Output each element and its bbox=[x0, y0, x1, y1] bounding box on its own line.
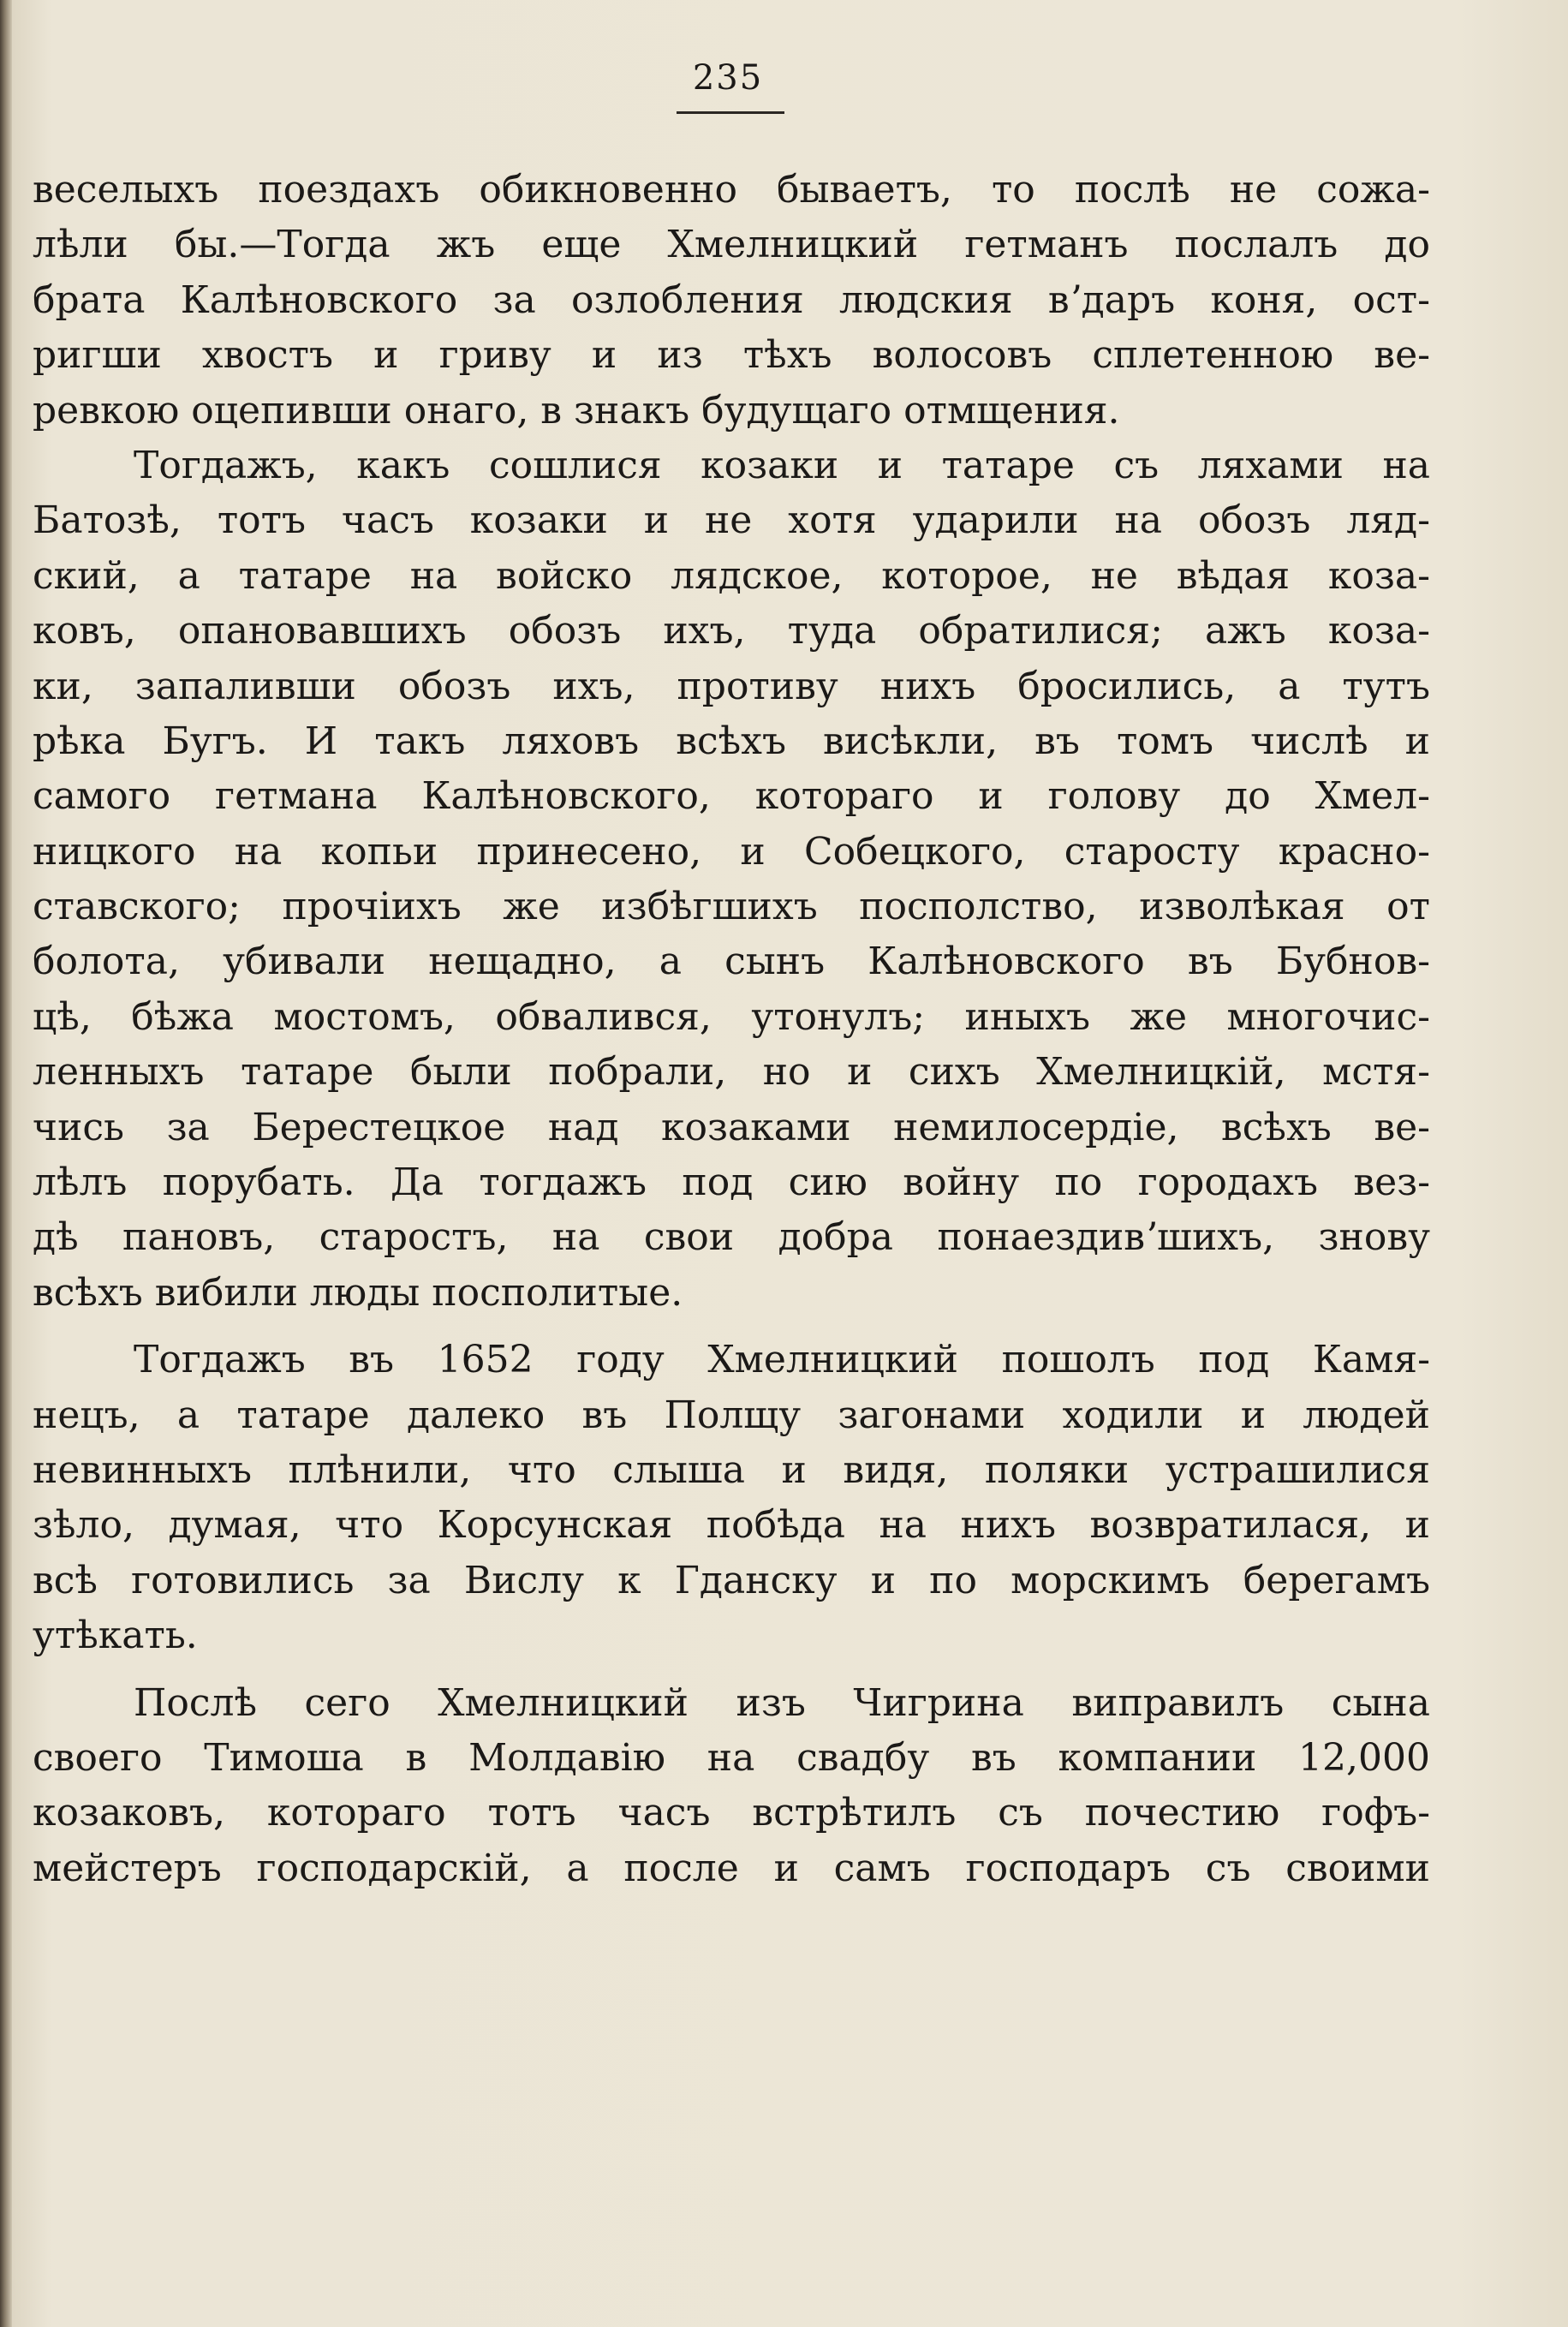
text-line: брата Калѣновского за озлобления людския вʼдаръ коня, ост- bbox=[33, 277, 1430, 322]
page-number: 235 bbox=[692, 58, 764, 98]
text-line: дѣ пановъ, старостъ, на свои добра понаездивʼшихъ, знову bbox=[33, 1215, 1430, 1260]
text-line: ригши хвостъ и гриву и из тѣхъ волосовъ сплетенною ве- bbox=[33, 333, 1430, 378]
text-line: козаковъ, котораго тотъ часъ встрѣтилъ съ почестию гофъ- bbox=[33, 1791, 1430, 1835]
text-line: Тогдажъ въ 1652 году Хмелницкий пошолъ под Камя- bbox=[134, 1338, 1430, 1382]
paragraph bbox=[33, 1676, 1430, 1897]
text-line: ковъ, опановавшихъ обозъ ихъ, туда обратилися; ажъ коза- bbox=[33, 609, 1430, 653]
text-line: Тогдажъ, какъ сошлися козаки и татаре съ ляхами на bbox=[134, 443, 1430, 487]
body-text bbox=[33, 163, 1430, 1896]
text-line: мейстеръ господарскій, а после и самъ господаръ съ своими bbox=[33, 1846, 1430, 1890]
text-line: ревкою оцепивши онаго, в знакъ будущаго отмщения. bbox=[33, 388, 1120, 433]
text-line: веселыхъ поездахъ обикновенно бываетъ, то послѣ не сожа- bbox=[33, 168, 1430, 212]
text-line: ставского; прочіихъ же избѣгшихъ посполство, изволѣкая от bbox=[33, 885, 1430, 929]
book-spine-edge bbox=[0, 0, 12, 2327]
text-line: всѣхъ вибили люды посполитые. bbox=[33, 1270, 683, 1315]
text-line: всѣ готовились за Вислу к Гданску и по морскимъ берегамъ bbox=[33, 1558, 1430, 1602]
paragraph-spacer bbox=[33, 1321, 1430, 1333]
text-line: цѣ, бѣжа мостомъ, обвалився, утонулъ; иныхъ же многочис- bbox=[33, 994, 1430, 1039]
paragraph bbox=[33, 439, 1430, 1321]
text-line: Послѣ сего Хмелницкий изъ Чигрина виправилъ сына bbox=[134, 1680, 1430, 1725]
text-line: чись за Берестецкое над козаками немилосердіе, всѣхъ ве- bbox=[33, 1105, 1430, 1149]
page-number-underline bbox=[677, 111, 784, 114]
text-line: ницкого на копьи принесено, и Собецкого, старосту красно- bbox=[33, 829, 1430, 874]
text-line: рѣка Бугъ. И такъ ляховъ всѣхъ висѣкли, въ томъ числѣ и bbox=[33, 719, 1430, 763]
text-line: болота, убивали нещадно, а сынъ Калѣновского въ Бубнов- bbox=[33, 940, 1430, 984]
text-line: своего Тимоша в Молдавію на свадбу въ компании 12,000 bbox=[33, 1735, 1430, 1780]
paragraph bbox=[33, 163, 1430, 439]
text-line: лѣлъ порубать. Да тогдажъ под сию войну по городахъ вез- bbox=[33, 1161, 1430, 1205]
paragraph bbox=[33, 1333, 1430, 1663]
text-line: утѣкать. bbox=[33, 1614, 198, 1658]
text-line: нецъ, а татаре далеко въ Полщу загонами ходили и людей bbox=[33, 1393, 1430, 1437]
text-line: самого гетмана Калѣновского, котораго и голову до Хмел- bbox=[33, 774, 1430, 819]
text-line: ский, а татаре на войско лядское, которое, не вѣдая коза- bbox=[33, 553, 1430, 598]
text-line: Батозѣ, тотъ часъ козаки и не хотя ударили на обозъ ляд- bbox=[33, 498, 1430, 543]
text-line: невинныхъ плѣнили, что слыша и видя, поляки устрашилися bbox=[33, 1447, 1430, 1492]
text-line: лѣли бы.—Тогда жъ еще Хмелницкий гетманъ послалъ до bbox=[33, 223, 1430, 267]
text-line: ленныхъ татаре были побрали, но и сихъ Хмелницкій, мстя- bbox=[33, 1050, 1430, 1095]
text-line: ки, запаливши обозъ ихъ, противу нихъ бросились, а тутъ bbox=[33, 664, 1430, 708]
text-line: зѣло, думая, что Корсунская побѣда на нихъ возвратилася, и bbox=[33, 1503, 1430, 1548]
paragraph-spacer bbox=[33, 1664, 1430, 1676]
